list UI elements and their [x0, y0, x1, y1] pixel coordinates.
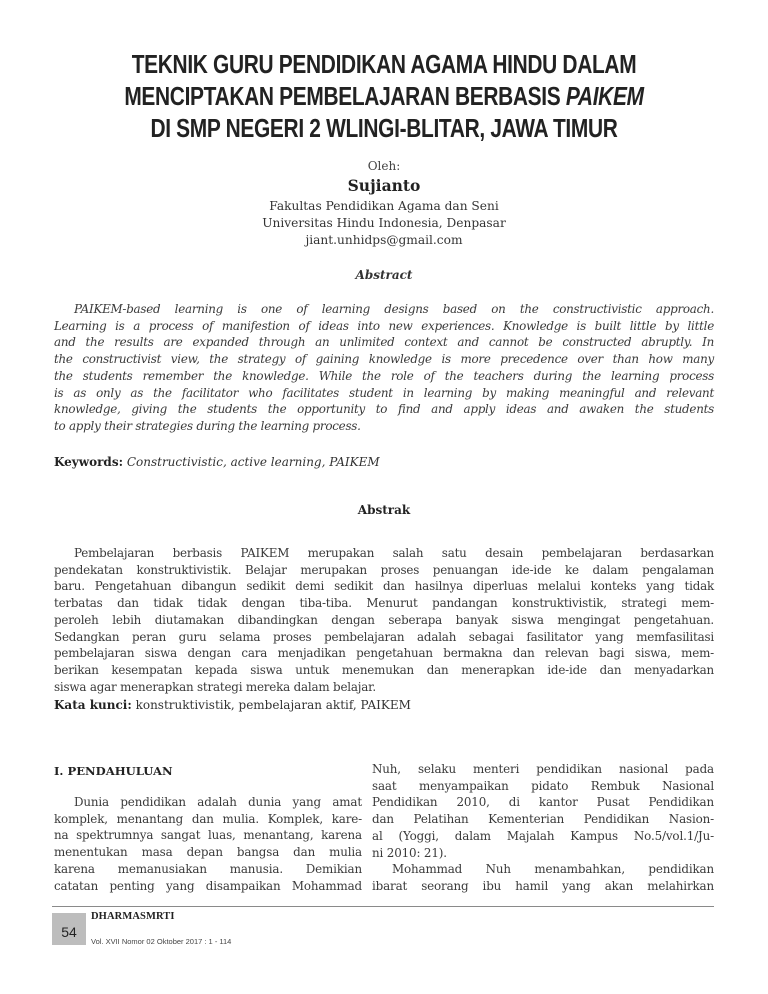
abstract-line: PAIKEM-based learning is one of learning designs based on the constructivistic approach. — [74, 302, 714, 316]
abstract-line: to apply their strategies during the learning process. — [54, 418, 361, 433]
page-number: 54 — [52, 913, 86, 945]
title-line-1: TEKNIK GURU PENDIDIKAN AGAMA HINDU DALAM — [131, 51, 637, 79]
paper-title — [102, 49, 666, 145]
body-line: Pendidikan 2010, di kantor Pusat Pendidikan — [372, 795, 714, 810]
abstract-line: Learning is a process of manifestion of ideas into new experiences. Knowledge is built little by little — [54, 318, 714, 333]
affiliation-university: Universitas Hindu Indonesia, Denpasar — [262, 216, 506, 230]
abstrak-line: peroleh lebih diutamakan dibandingkan dengan seberapa banyak siswa mengingat pengetahuan. — [54, 612, 714, 627]
abstrak-line: pembelajaran siswa dengan cara menjadikan pengetahuan bermakna dan relevan bagi siswa, mem- — [54, 646, 714, 661]
title-italic-word: PAIKEM — [565, 83, 644, 111]
body-column-left — [54, 794, 362, 894]
oleh-label: Oleh: — [367, 159, 401, 173]
body-line: ni 2010: 21). — [372, 845, 447, 860]
keywords-label: Keywords: — [54, 455, 124, 469]
body-line: menentukan masa depan bangsa dan mulia — [54, 845, 362, 860]
abstract-line: and the results are expanded through an unlimited context and cannot be constructed abruptly. In — [54, 335, 714, 350]
abstract-line: the constructivist view, the strategy of gaining knowledge is more precedence over than how many — [54, 352, 714, 367]
journal-volume-info: Vol. XVII Nomor 02 Oktober 2017 : 1 - 114 — [91, 937, 232, 946]
body-line: Mohammad Nuh menambahkan, pendidikan — [392, 862, 714, 877]
author-name: Sujianto — [347, 176, 421, 195]
body-line: Dunia pendidikan adalah dunia yang amat — [74, 795, 362, 809]
keywords-value: Constructivistic, active learning, PAIKEM — [123, 455, 380, 469]
abstract-heading: Abstract — [355, 268, 413, 282]
body-line: ibarat seorang ibu hamil yang akan melahirkan — [372, 878, 714, 893]
abstrak-line: pendekatan konstruktivistik. Belajar merupakan proses penuangan ide-ide ke dalam pengalaman — [54, 562, 714, 577]
body-column-right — [372, 761, 714, 895]
abstrak-line: Pembelajaran berbasis PAIKEM merupakan salah satu desain pembelajaran berdasarkan — [74, 546, 714, 560]
abstract-line: knowledge, giving the students the opportunity to find and apply ideas and awaken the students — [54, 402, 714, 417]
kata-kunci-value: konstruktivistik, pembelajaran aktif, PAIKEM — [131, 698, 411, 712]
kata-kunci — [54, 698, 411, 712]
kata-kunci-label: Kata kunci: — [54, 698, 132, 712]
body-line: Nuh, selaku menteri pendidikan nasional pada — [372, 762, 714, 776]
affiliation-faculty: Fakultas Pendidikan Agama dan Seni — [269, 199, 499, 213]
author-email: jiant.unhidps@gmail.com — [305, 233, 463, 247]
abstrak-line: berikan kesempatan kepada siswa untuk menemukan dan menerapkan ide-ide dan menyadarkan — [54, 662, 714, 677]
body-line: karena memanusiakan manusia. Demikian — [54, 861, 362, 876]
body-line: saat menyampaikan pidato Rembuk Nasional — [372, 778, 714, 793]
keywords — [54, 455, 380, 469]
body-line: komplek, menantang dan mulia. Komplek, kare- — [54, 811, 362, 826]
abstrak-line: siswa agar menerapkan strategi mereka dalam belajar. — [54, 679, 376, 694]
abstrak-body — [54, 545, 714, 695]
body-line: na spektrumnya sangat luas, menantang, karena — [54, 828, 362, 843]
abstrak-heading: Abstrak — [357, 503, 411, 517]
journal-name: DHARMASMRTI — [91, 911, 175, 922]
abstrak-line: Sedangkan peran guru selama proses pembelajaran adalah sebagai fasilitator yang memfasilitasi — [54, 629, 714, 644]
abstrak-line: baru. Pengetahuan dibangun sedikit demi sedikit dan hasilnya diperluas melalui konteks yang tidak — [54, 579, 714, 594]
abstract-line: is as only as the facilitator who facilitates student in learning by making meaningful and relevant — [54, 385, 714, 400]
footer-divider — [52, 906, 714, 907]
body-line: dan Pelatihan Kementerian Pendidikan Nasion- — [372, 812, 714, 827]
abstrak-line: terbatas dan tidak tidak dengan tiba-tiba. Menurut pandangan konstruktivistik, strategi mem- — [54, 596, 714, 611]
title-line-2-text: MENCIPTAKAN PEMBELAJARAN BERBASIS — [124, 83, 566, 111]
abstract-line: the students remember the knowledge. While the role of the teachers during the learning process — [54, 368, 714, 383]
body-line: al (Yoggi, dalam Majalah Kampus No.5/vol.1/Ju- — [372, 828, 714, 843]
title-line-2 — [102, 81, 666, 113]
body-line: catatan penting yang disampaikan Mohammad — [54, 878, 362, 893]
abstract-body — [54, 301, 714, 435]
title-line-3: DI SMP NEGERI 2 WLINGI-BLITAR, JAWA TIMUR — [150, 115, 618, 143]
section-heading-pendahuluan: I. PENDAHULUAN — [54, 764, 173, 778]
